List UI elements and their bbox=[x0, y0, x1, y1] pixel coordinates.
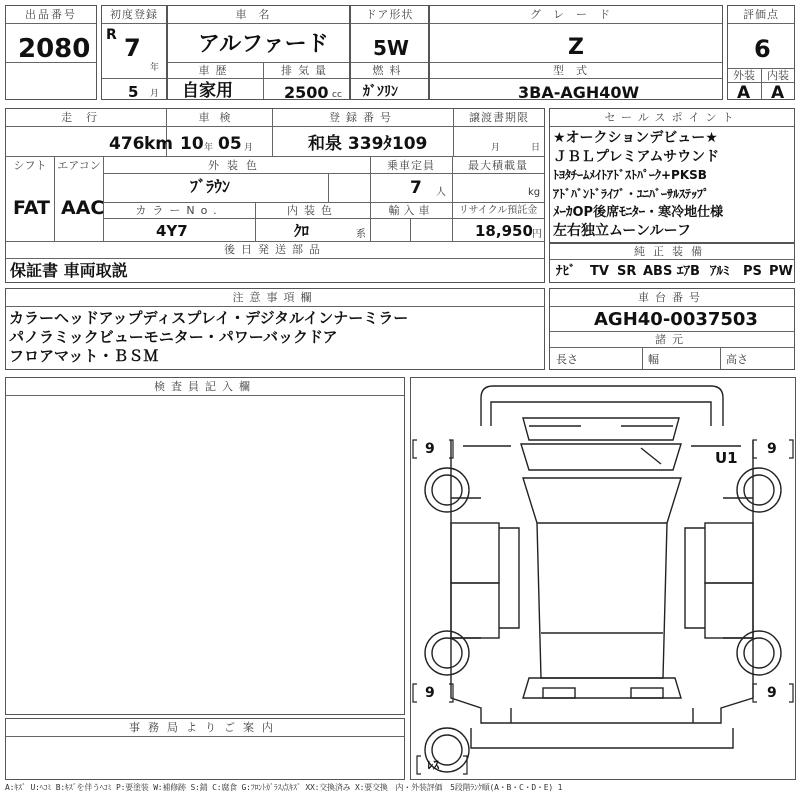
equip-alloy: ｱﾙﾐ bbox=[710, 264, 730, 279]
shift-label: シフト bbox=[6, 159, 54, 172]
mileage-value: 476 bbox=[109, 134, 145, 154]
equip-airbag: ｴｱB bbox=[677, 264, 700, 279]
score-label: 評価点 bbox=[728, 8, 794, 21]
sales-point-line: 左右独立ムーンルーフ bbox=[553, 223, 691, 239]
details-box bbox=[5, 108, 545, 283]
inspection-year-unit: 年 bbox=[204, 143, 214, 153]
chassis-box bbox=[549, 288, 795, 370]
equipment-label: 純正装備 bbox=[550, 245, 794, 258]
door-label: ドア形状 bbox=[351, 8, 428, 21]
capacity-value: 7 bbox=[410, 178, 422, 198]
color-no-label: カラーNo. bbox=[104, 204, 254, 217]
import-label: 輸入車 bbox=[371, 204, 451, 217]
sales-point-line: ＪＢＬプレミアムサウンド bbox=[553, 149, 720, 165]
dims-label: 諸元 bbox=[550, 333, 794, 346]
notes-box bbox=[5, 288, 545, 370]
sales-points-box bbox=[549, 108, 795, 243]
capacity-label: 乗車定員 bbox=[371, 159, 451, 172]
year-unit: 年 bbox=[150, 63, 160, 73]
ac-value: AAC bbox=[61, 197, 105, 219]
model-label: 型式 bbox=[430, 64, 722, 77]
equip-abs: ABS bbox=[643, 264, 673, 279]
inspector-label: 検査員記入欄 bbox=[6, 380, 404, 393]
grade-value: Z bbox=[568, 35, 584, 60]
equip-ps: PS bbox=[743, 264, 762, 279]
sales-point-line: ｱﾄﾞﾊﾞﾝﾄﾞﾗｲﾌﾞ・ﾕﾆﾊﾞｰｻﾙｽﾃｯﾌﾟ bbox=[553, 187, 710, 201]
int-color-label: 内装色 bbox=[256, 204, 369, 217]
lot-label: 出品番号 bbox=[6, 8, 96, 21]
displacement-value: 2500 bbox=[284, 83, 329, 102]
tire-rear-right: 9 bbox=[767, 685, 777, 701]
office-label: 事務局よりご案内 bbox=[6, 721, 404, 734]
spare-tire-value: ﾚｽ bbox=[427, 758, 440, 772]
history-value: 自家用 bbox=[182, 81, 233, 101]
transfer-label: 譲渡書期限 bbox=[454, 111, 544, 124]
equipment-box bbox=[549, 243, 795, 283]
damage-mark-u1: U1 bbox=[715, 449, 738, 467]
ac-label: エアコン bbox=[55, 159, 103, 172]
first-reg-month: 5 bbox=[128, 83, 139, 101]
notes-line: フロアマット・ＢＳＭ bbox=[9, 347, 159, 365]
score-value: 6 bbox=[754, 35, 771, 63]
inspection-label: 車検 bbox=[167, 111, 272, 124]
inspector-box bbox=[5, 377, 405, 715]
first-reg-label: 初度登録 bbox=[102, 8, 166, 21]
chassis-number: AGH40-0037503 bbox=[594, 309, 758, 330]
first-reg-box bbox=[101, 5, 167, 100]
legend-text: A:ｷｽﾞ U:ﾍｺﾐ B:ｷｽﾞを伴うﾍｺﾐ P:要塗装 W:補修跡 S:錆 C:腐食 G:ﾌﾛﾝﾄｶﾞﾗｽ点ｷｽﾞ XX:交換済み X:要交換 内・外装評価 5段階ﾗﾝｸ順(A・B・C・D・E) 1 bbox=[5, 783, 563, 792]
chassis-label: 車台番号 bbox=[550, 291, 794, 304]
notes-label: 注意事項欄 bbox=[6, 291, 544, 304]
name-label: 車名 bbox=[168, 8, 349, 21]
shift-value: FAT bbox=[13, 197, 50, 219]
notes-line: パノラミックビューモニター・パワーバックドア bbox=[9, 328, 338, 346]
displacement-label: 排気量 bbox=[264, 64, 349, 77]
transfer-day-unit: 日 bbox=[531, 143, 541, 153]
sales-point-line: ★オークションデビュー★ bbox=[553, 130, 718, 146]
exterior-grade: A bbox=[737, 83, 751, 103]
inspection-year: 10 bbox=[180, 134, 204, 154]
exterior-label: 外装 bbox=[728, 69, 760, 82]
notes-line: カラーヘッドアップディスプレイ・デジタルインナーミラー bbox=[9, 309, 409, 327]
ext-color-label: 外装色 bbox=[104, 159, 369, 172]
tire-front-right: 9 bbox=[767, 441, 777, 457]
lot-box bbox=[5, 5, 97, 100]
capacity-unit: 人 bbox=[436, 187, 446, 198]
load-label: 最大積載量 bbox=[453, 159, 543, 172]
width-label: 幅 bbox=[648, 353, 659, 366]
score-box bbox=[727, 5, 795, 103]
recycle-amount: 18,950 bbox=[475, 222, 533, 240]
mileage-unit: km bbox=[144, 134, 174, 154]
equip-sr: SR bbox=[617, 264, 637, 279]
sales-points-label: セールスポイント bbox=[550, 111, 794, 124]
reg-number: 和泉 339ﾀ109 bbox=[308, 134, 428, 154]
history-label: 車歴 bbox=[168, 64, 263, 77]
int-color-unit: 系 bbox=[356, 229, 366, 240]
displacement-unit: cc bbox=[332, 90, 342, 100]
first-reg-year: 7 bbox=[124, 34, 141, 62]
fuel-label: 燃料 bbox=[351, 64, 428, 77]
era-mark: R bbox=[106, 27, 117, 43]
reg-label: 登録番号 bbox=[273, 111, 453, 124]
door-box bbox=[350, 5, 429, 100]
equip-tv: TV bbox=[590, 264, 609, 279]
diagram-box bbox=[410, 377, 796, 780]
door-type: 5W bbox=[373, 36, 409, 60]
car-name: アルファード bbox=[198, 32, 329, 57]
parts-value: 保証書 車両取説 bbox=[10, 261, 128, 280]
tire-rear-left: 9 bbox=[425, 685, 435, 701]
interior-label: 内装 bbox=[762, 69, 794, 82]
month-unit: 月 bbox=[150, 89, 160, 99]
load-unit: kg bbox=[528, 187, 541, 198]
sales-point-line: ﾒｰｶOP後席ﾓﾆﾀｰ・寒冷地仕様 bbox=[553, 205, 724, 220]
equip-pw: PW bbox=[769, 264, 793, 279]
sales-point-line: ﾄﾖﾀﾁｰﾑﾒｲﾄｱﾄﾞｽﾄﾊﾟｰｸ+PKSB bbox=[553, 168, 707, 182]
tire-front-left: 9 bbox=[425, 441, 435, 457]
model-code: 3BA-AGH40W bbox=[518, 83, 640, 102]
transfer-month-unit: 月 bbox=[491, 143, 501, 153]
lot-number: 2080 bbox=[18, 34, 91, 64]
vehicle-diagram bbox=[411, 378, 795, 779]
recycle-unit: 円 bbox=[532, 229, 542, 240]
color-no-value: 4Y7 bbox=[156, 222, 188, 240]
grade-label: グレード bbox=[430, 8, 722, 21]
recycle-label: リサイクル預託金 bbox=[453, 204, 543, 217]
height-label: 高さ bbox=[726, 353, 748, 366]
equip-navi: ﾅﾋﾞ bbox=[556, 264, 576, 279]
office-box bbox=[5, 718, 405, 780]
fuel-value: ｶﾞｿﾘﾝ bbox=[363, 84, 398, 100]
inspection-month-unit: 月 bbox=[244, 143, 254, 153]
parts-label: 後日発送部品 bbox=[6, 243, 544, 256]
int-color-value: ｸﾛ bbox=[294, 222, 310, 240]
ext-color-value: ﾌﾞﾗｳﾝ bbox=[190, 177, 231, 196]
mileage-label: 走行 bbox=[6, 111, 166, 124]
interior-grade: A bbox=[771, 83, 785, 103]
grade-box bbox=[429, 5, 723, 100]
inspection-month: 05 bbox=[218, 134, 242, 154]
length-label: 長さ bbox=[556, 353, 578, 366]
name-box bbox=[167, 5, 350, 100]
